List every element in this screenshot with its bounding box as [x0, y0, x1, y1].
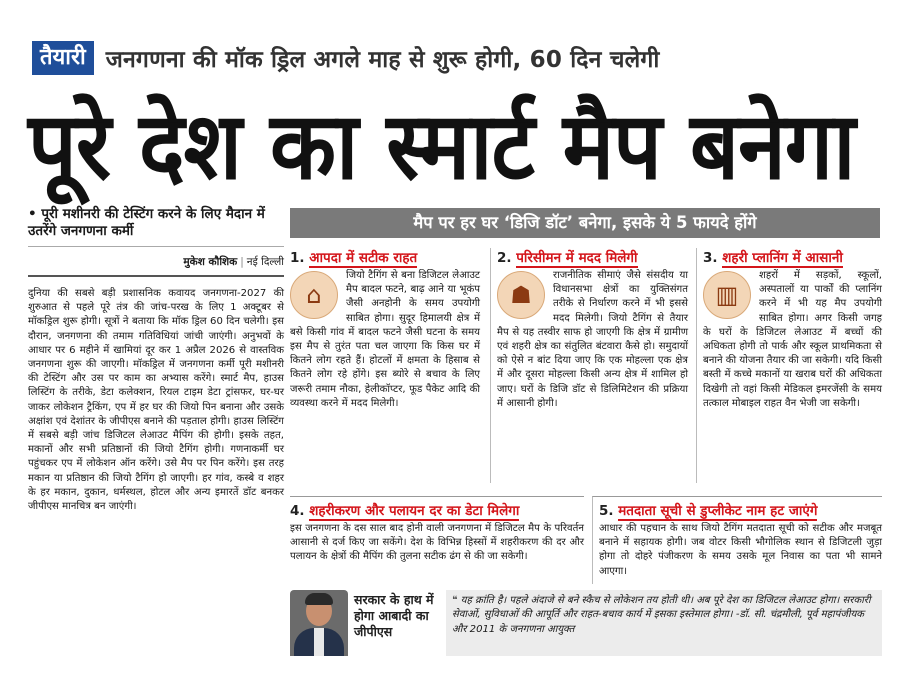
benefit-2-text: राजनीतिक सीमाएं जैसे संसदीय या विधानसभा क्षेत्रों का युक्तिसंगत तरीके से निर्धारण करने में भी इससे मदद मिलेगी। जियो टैगिंग से तैयार मैप से यह तस्वीर साफ हो जाएगी कि क्षेत्र में ग्रामीण एवं शहरी क्षेत्र का संतुलित बंटवारा कैसे हो। समुदायों को ऐसे न बांट दिया जाए कि एक मोहल्ला एक क्षेत्र में और दूसरा मोहल्ला किसी अन्य क्षेत्र में शामिल हो जाए। घरों के डिजि डॉट से डिलिमिटेशन की प्रक्रिया में आसानी होगी।: [497, 270, 688, 409]
man-portrait-icon: [290, 590, 348, 656]
benefit-2-number: 2.: [497, 250, 512, 266]
benefit-1-heading: आपदा में सटीक राहत: [309, 250, 418, 266]
benefit-5: [592, 496, 882, 584]
byline-author: मुकेश कौशिक: [183, 256, 238, 268]
benefits-banner: मैप पर हर घर ‘डिजि डॉट’ बनेगा, इसके ये 5 फायदे होंगे: [290, 208, 880, 238]
quote-text: यह क्रांति है। पहले अंदाजे से बने स्कैच से लोकेशन तय होती थी। अब पूरे देश का डिजिटल लेआउट होगा। सरकारी सेवाओं, सुविधाओं की आपूर्ति और राहत-बचाव कार्य में इसका इस्तेमाल होगा। -डॉ. सी. चंद्रमौली, पूर्व महापंजीयक और 2011 के जनगणना आयुक्त: [452, 595, 871, 635]
benefit-3-text: शहरों में सड़कों, स्कूलों, अस्पतालों या पार्कों की प्लानिंग करने में भी यह मैप उपयोगी साबित होगा। अगर किसी जगह के घरों के डिजिटल लेआउट में बच्चों की अधिकता होगी तो पार्क और स्कूल प्राथमिकता से बनाने की योजना तैयार की जा सकेगी। यदि किसी बस्ती में कच्चे मकानों या खराब घरों की अधिकता दिखेगी तो वहां किसी मेडिकल इमरजेंसी के समय तत्काल मोबाइल राहत वैन भेजी जा सकेगी।: [703, 270, 882, 409]
benefit-5-title: [599, 501, 882, 519]
benefit-4-number: 4.: [290, 503, 305, 519]
speaker-podium-icon: ☗: [497, 271, 545, 319]
subheadline: • पूरी मशीनरी की टेस्टिंग करने के लिए मैदान में उतरेंगे जनगणना कर्मी: [28, 206, 284, 247]
quote-label: सरकार के हाथ में होगा आबादी का जीपीएस: [354, 592, 434, 639]
benefit-5-heading: मतदाता सूची से डुप्लीकेट नाम हट जाएंगे: [618, 503, 818, 519]
benefit-2-title: [497, 248, 688, 266]
benefit-4-title: [290, 501, 584, 519]
main-headline: पूरे देश का स्मार्ट मैप बनेगा: [28, 92, 855, 201]
benefit-3: [696, 248, 882, 483]
quote-mark-icon: ❝: [452, 595, 458, 606]
left-column: [28, 206, 284, 660]
article-body: दुनिया की सबसे बड़ी प्रशासनिक कवायद जनगणना-2027 की शुरुआत से पहले पूरे तंत्र की जांच-परख के लिए 1 अक्टूबर से मॉकड्रिल शुरू होगी। सूत्रों ने बताया कि मॉक ड्रिल 60 दिन चलेगी। इस दौरान, जनगणना की तमाम गतिविधियां जांची जाएंगी। अनुभवों के आधार पर 6 महीने में खामियां दूर कर 1 अप्रैल 2026 से वास्तविक जनगणना शुरू की जाएगी। मॉकड्रिल में जनगणना कर्मी पूरी मशीनरी की टेस्टिंग और उस पर काम का अभ्यास करेंगे। स्मार्ट मैप, हाउस लिस्टिंग के तरीके, डेटा कलेक्शन, रियल टाइम डेटा ट्रांसफर, घर-घर जाकर लोकेशन ट्रैकिंग, एप में हर घर की जियो पिन बनाना और उसके अक्षांश एवं देशांतर के जीपीएस बनाने की पड़ताल होगी। हाउस लिस्टिंग में सबसे बड़ी जांच डिजिटल लेआउट मैपिंग की होगी। इसके तहत, मकानों और सभी प्रतिष्ठानों की जियो टैगिंग होगी। गणनाकर्मी घर पहुंचकर एप में लोकेशन ऑन करेंगे। उसे मैप पर पिन करेंगे। इस तरह मकान या प्रतिष्ठान की जियो टैगिंग हो जाएगी। हर गांव, कस्बे व शहर के हर मकान, दुकान, धर्मस्थल, होटल और अन्य इमारतें डॉट बनकर जीपीएस मानचित्र बन जाएंगी।: [28, 288, 284, 513]
flood-house-icon: ⌂: [290, 271, 338, 319]
expert-quote: [446, 590, 882, 656]
top-strip: [32, 38, 884, 78]
benefit-4-heading: शहरीकरण और पलायन दर का डेटा मिलेगा: [309, 503, 520, 519]
benefit-3-number: 3.: [703, 250, 718, 266]
benefit-4: [290, 496, 584, 584]
byline: [28, 255, 284, 277]
benefit-1-number: 1.: [290, 250, 305, 266]
section-tag: तैयारी: [32, 41, 94, 75]
benefit-1-title: [290, 248, 480, 266]
benefit-1: [290, 248, 480, 483]
city-buildings-icon: ▥: [703, 271, 751, 319]
benefit-5-number: 5.: [599, 503, 614, 519]
byline-separator: |: [240, 256, 244, 268]
kicker-headline: जनगणना की मॉक ड्रिल अगले माह से शुरू होगी, 60 दिन चलेगी: [105, 47, 660, 73]
byline-place: नई दिल्ली: [246, 256, 284, 268]
benefit-2-heading: परिसीमन में मदद मिलेगी: [516, 250, 638, 266]
benefit-4-text: इस जनगणना के दस साल बाद होनी वाली जनगणना में डिजिटल मैप के परिवर्तन आसानी से दर्ज किए जा सकेंगे। देश के विभिन्न हिस्सों में शहरीकरण की दर और पलायन के क्षेत्रों की मैपिंग की तुलना सटीक ढंग से की जा सकेगी।: [290, 523, 584, 563]
benefit-5-text: आधार की पहचान के साथ जियो टैगिंग मतदाता सूची को सटीक और मजबूत बनाने में सहायक होगी। जब वोटर किसी भौगोलिक स्थान से डिजिटली जुड़ा होगा तो दोहरे पंजीकरण के समय उसके मूल निवास का पता भी सामने आएगा।: [599, 523, 882, 577]
benefit-1-text: जियो टैगिंग से बना डिजिटल लेआउट मैप बादल फटने, बाढ़ आने या भूकंप जैसी अनहोनी के समय उपयोगी साबित होगा। सुदूर हिमालयी क्षेत्र में बसे किसी गांव में बादल फटने जैसी घटना के समय इस मैप से तुरंत पता चल जाएगा कि किस घर में कितने लोग रहते हैं। होटलों में क्षमता के हिसाब से कितने लोग रहे होंगे। इस ब्योरे से बचाव के लिए जरूरी तमाम नौका, हेलीकॉप्टर, फूड पैकेट आदि की व्यवस्था करने में मदद मिलेगी।: [290, 270, 480, 409]
benefit-3-heading: शहरी प्लानिंग में आसानी: [722, 250, 843, 266]
benefit-3-title: [703, 248, 882, 266]
benefit-2: [490, 248, 688, 483]
